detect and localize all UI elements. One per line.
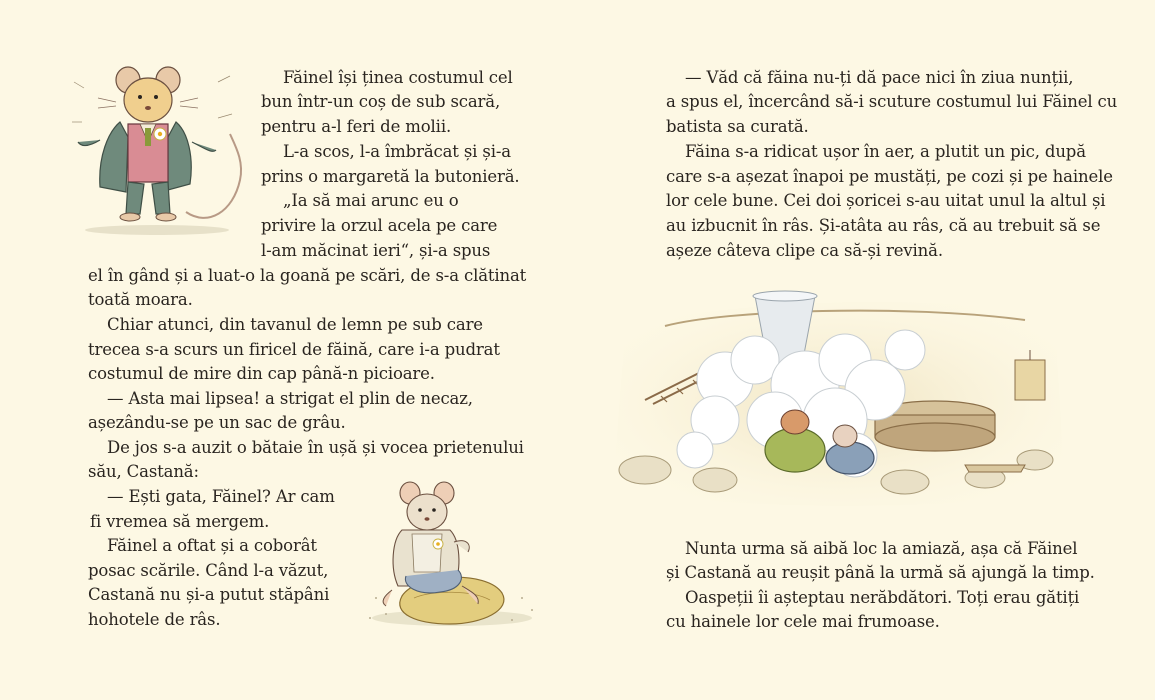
text-line: bun într-un coș de sub scară, <box>261 92 501 111</box>
text-line: privire la orzul acela pe care <box>261 216 498 235</box>
text-line: batista sa curată. <box>666 117 809 136</box>
text-line: el în gând și a luat-o la goană pe scări, de s-a clătinat <box>88 266 527 285</box>
text-line: toată moara. <box>88 290 193 309</box>
text-line: L-a scos, l-a îmbrăcat și și-a <box>283 142 511 161</box>
text-line: cu hainele lor cele mai frumoase. <box>666 612 940 631</box>
mouse-in-suit-illustration <box>68 62 246 237</box>
text-line: De jos s-a auzit o bătaie în ușă și vocea prietenului <box>107 438 524 457</box>
text-line: l-am măcinat ieri“, și-a spus <box>261 241 491 260</box>
text-line: și Castană au reușit până la urmă să ajungă la timp. <box>666 563 1095 582</box>
text-line: posac scările. Când l-a văzut, <box>88 561 329 580</box>
text-line: costumul de mire din cap până-n picioare. <box>88 364 435 383</box>
text-line: care s-a așezat înapoi pe mustăți, pe cozi și pe hainele <box>666 167 1113 186</box>
mouse-sitting-on-sack-illustration <box>362 478 544 633</box>
text-line: Făinel își ținea costumul cel <box>283 68 513 87</box>
text-line: Nunta urma să aibă loc la amiază, așa că Făinel <box>685 539 1078 558</box>
text-line: hohotele de râs. <box>88 610 221 629</box>
text-line: pentru a-l feri de molii. <box>261 117 452 136</box>
text-line: Castană nu și-a putut stăpâni <box>88 585 330 604</box>
text-line: său, Castană: <box>88 462 199 481</box>
right-page <box>577 0 1155 700</box>
text-line: Făina s-a ridicat ușor în aer, a plutit un pic, după <box>685 142 1086 161</box>
text-line: — Asta mai lipsea! a strigat el plin de necaz, <box>107 389 473 408</box>
left-page <box>0 0 577 700</box>
text-line: trecea s-a scurs un firicel de făină, care i-a pudrat <box>88 340 500 359</box>
text-line: așeze câteva clipe ca să-și revină. <box>666 241 943 260</box>
text-line: „Ia să mai arunc eu o <box>283 191 459 210</box>
text-line: a spus el, încercând să-i scuture costumul lui Făinel cu <box>666 92 1118 111</box>
text-line: așezându-se pe un sac de grâu. <box>88 413 346 432</box>
text-line: Chiar atunci, din tavanul de lemn pe sub care <box>107 315 483 334</box>
text-line: fi vremea să mergem. <box>90 512 270 531</box>
flour-cloud-mill-illustration <box>605 290 1073 512</box>
text-line: lor cele bune. Cei doi șoricei s-au uitat unul la altul și <box>666 191 1106 210</box>
text-line: — Ești gata, Făinel? Ar cam <box>107 487 335 506</box>
text-line: Făinel a oftat și a coborât <box>107 536 317 555</box>
text-line: au izbucnit în râs. Și-atâta au râs, că au trebuit să se <box>666 216 1101 235</box>
text-line: prins o margaretă la butonieră. <box>261 167 520 186</box>
text-line: — Văd că făina nu-ți dă pace nici în ziua nunții, <box>685 68 1074 87</box>
text-line: Oaspeții îi așteptau nerăbdători. Toți erau gătiți <box>685 588 1080 607</box>
